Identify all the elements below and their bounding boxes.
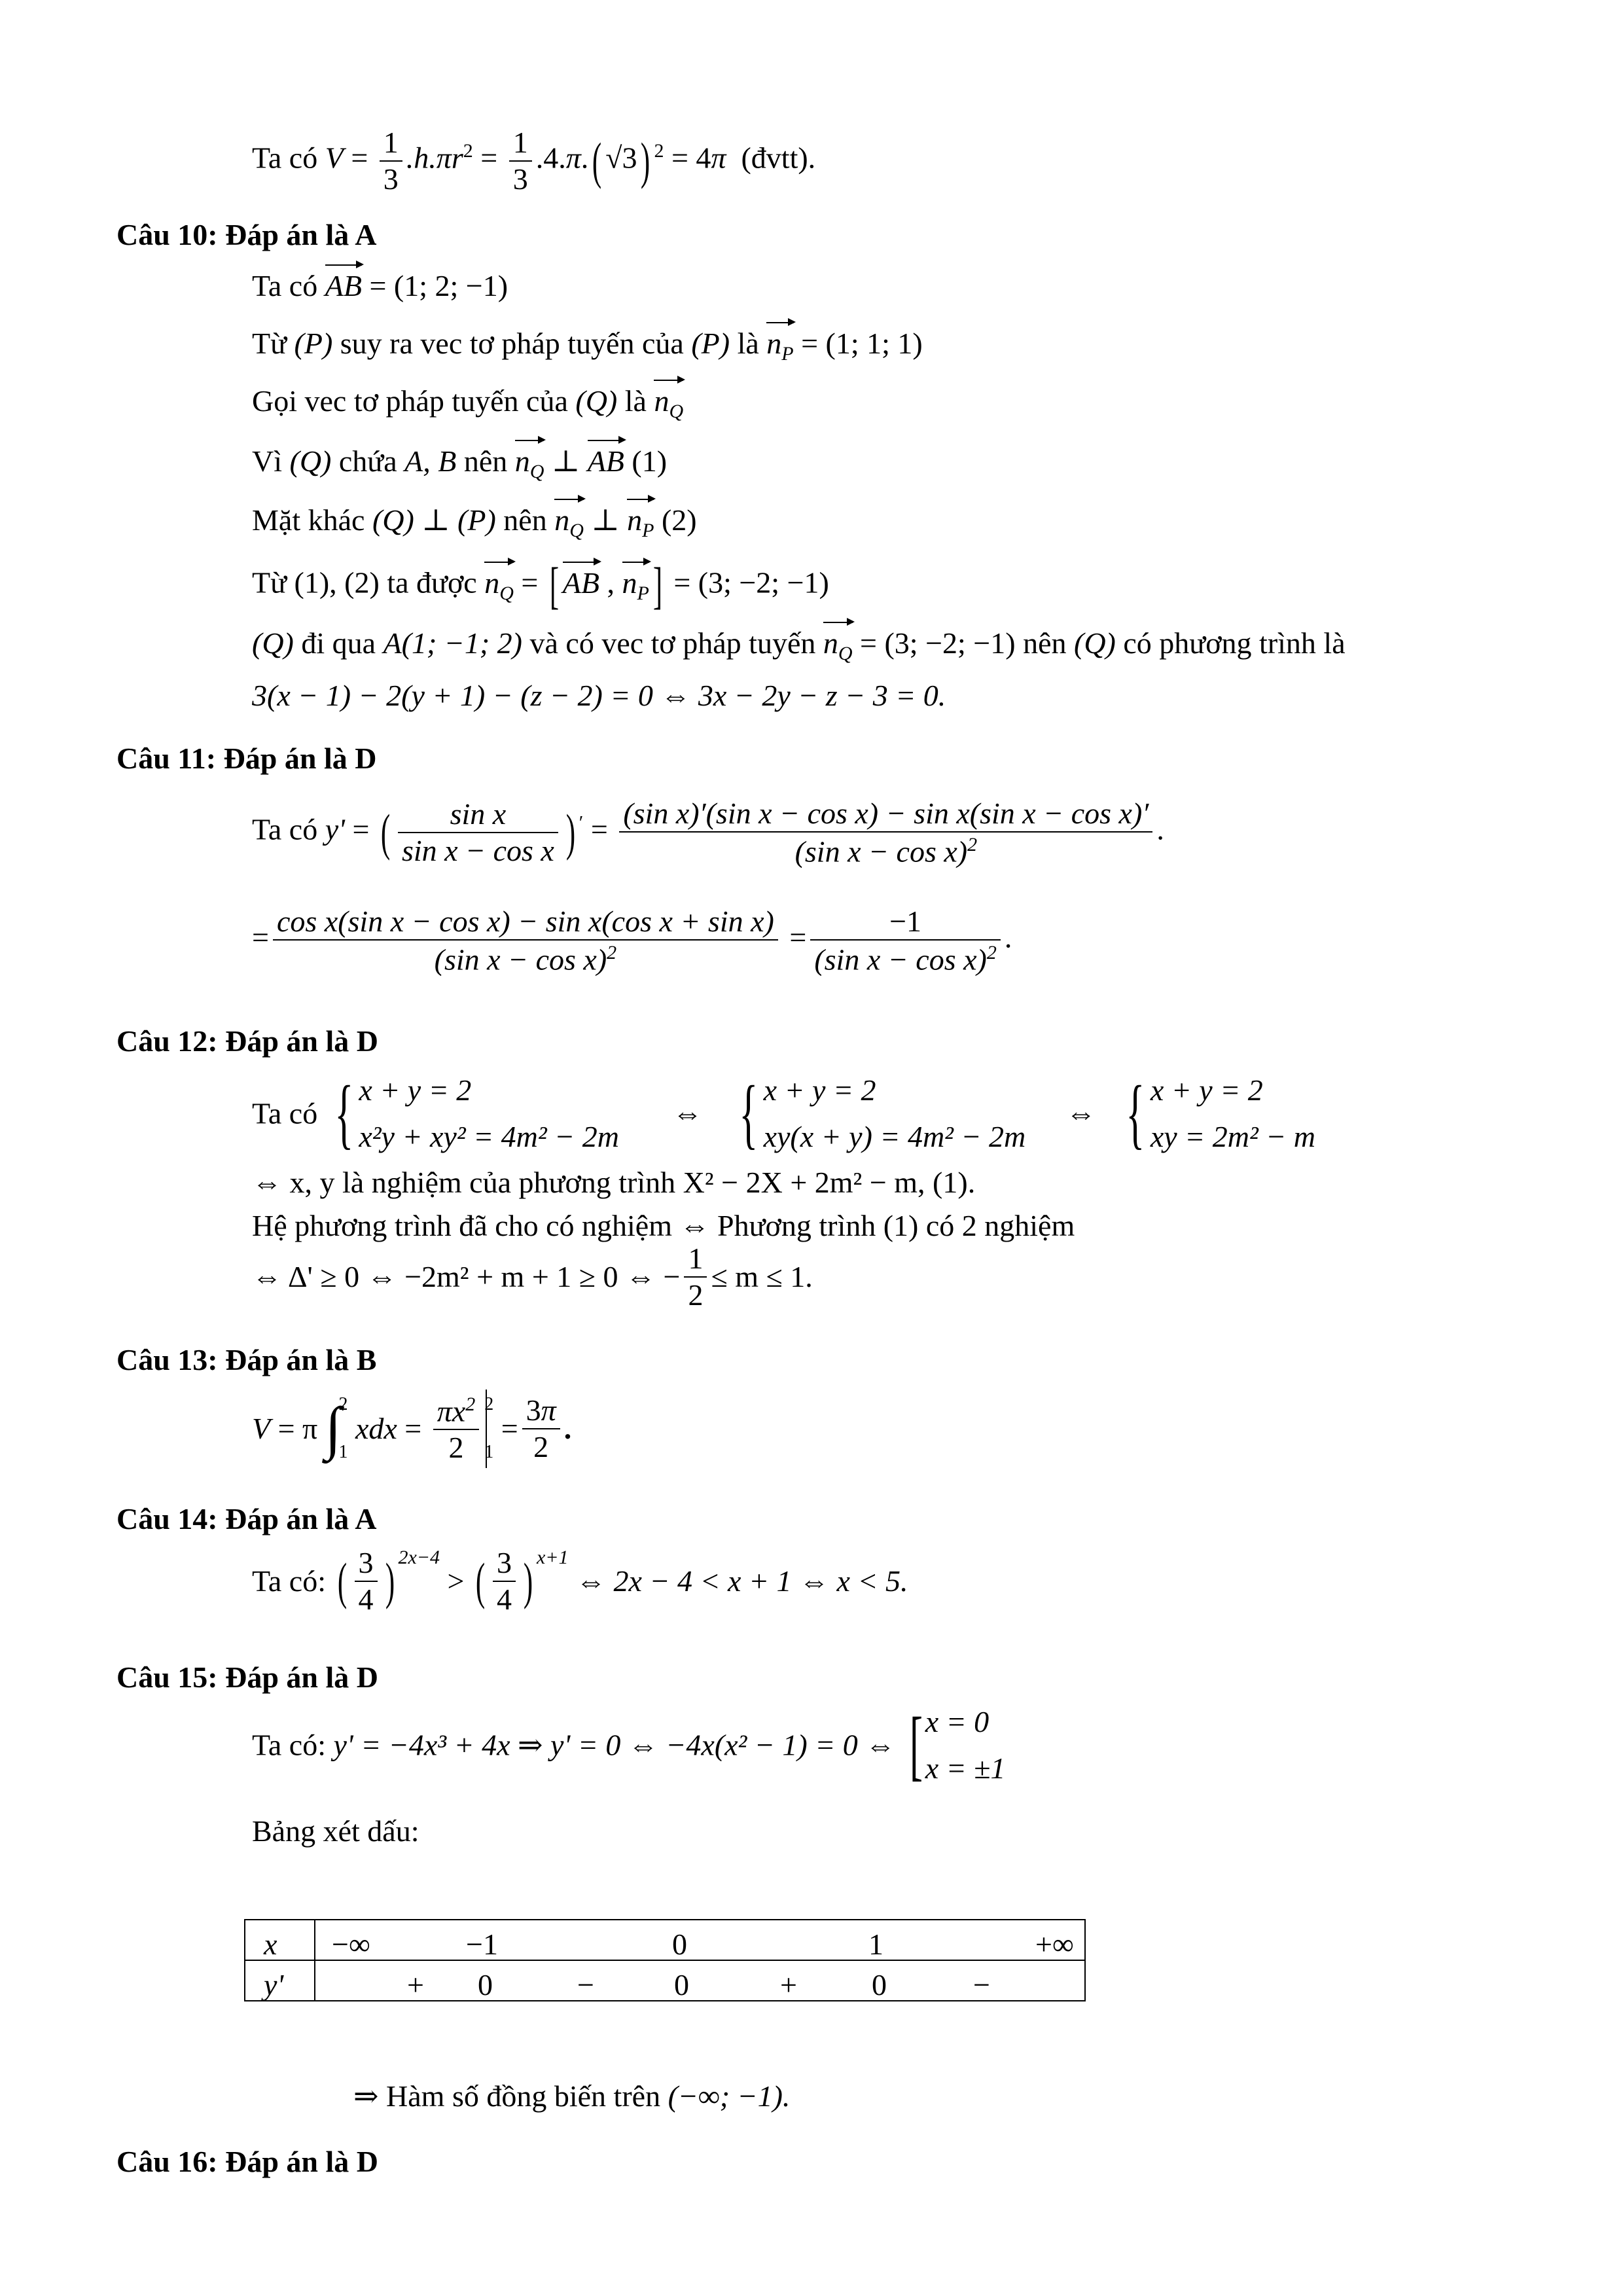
q14-line-1: Ta có: ( $\frac{3}{4}$ ) $^{2x-4}$ > ( $\frac{3}{4}$ ) $^{x+1}$ ⇔ 2x − 4 < x + 1 ⇔ x < 5. bbox=[252, 1546, 908, 1616]
sign-table bbox=[244, 1919, 1086, 2001]
q11-line-1: Ta có y' = ( $\frac{\text{sin x}}{\text{sin x − cos x}}$ ) ′ = $\frac{\text{(sin x)′(sin x − cos x) − sin x(sin x − cos x)′}}{(\sin x - \cos x)^2}$ . bbox=[252, 797, 1164, 869]
q10-line-6: Từ (1), (2) ta được $n_Q$ = [ AB , $n_P] = (3$; −2; −1) bbox=[252, 557, 829, 614]
q11-line-2: = $\frac{\text{cos x(sin x − cos x) − sin x(cos x + sin x)}}{(\sin x - \cos x)^2}$ = $\frac{-1}{(\sin x - \cos x)^2}$ . bbox=[252, 905, 1012, 977]
q10-line-4: Vì (Q) chứa A, B nên $n_Q$ ⊥ AB (1) bbox=[252, 440, 667, 482]
volume-line: Ta có V = $\frac{1}{3}$ $.h.\pi r^2$ = $\frac{1}{3}$ .4.π.( √3) $^2$ = 4π (đvtt). bbox=[252, 126, 816, 196]
heading-cau-12: Câu 12: Đáp án là D bbox=[116, 1024, 379, 1058]
sign-table-row-x: x −∞ −1 0 1 +∞ bbox=[245, 1920, 1085, 1960]
dvtt-text: (đvtt). bbox=[741, 141, 816, 175]
q10-line-1: Ta có AB = (1; 2; −1) bbox=[252, 264, 508, 301]
sign-table-row-y: y' + 0 − 0 + 0 − bbox=[245, 1960, 1085, 2001]
ta-co-text: Ta có bbox=[252, 141, 318, 175]
q10-line-8: 3(x − 1) − 2(y + 1) − (z − 2) = 0 ⇔ 3x − 2y − z − 3 = 0. bbox=[252, 679, 946, 712]
q12-line-3: Hệ phương trình đã cho có nghiệm ⇔ Phương trình (1) có 2 nghiệm bbox=[252, 1209, 1075, 1242]
q10-line-2: Từ (P) suy ra vec tơ pháp tuyến của (P) là $n_P = (1$; 1; 1) bbox=[252, 322, 923, 364]
q15-bang-xet-dau: Bảng xét dấu: bbox=[252, 1814, 419, 1848]
q13-line-1: V = π ∫ 2 1 xdx = $\frac{\pi x^2}{2}$ 2 1 = $\frac{3\pi}{2}$ . bbox=[252, 1381, 571, 1477]
q10-line-7: (Q) đi qua A(1; −1; 2) và có vec tơ pháp tuyến $n_Q = (3$; −2; −1) nên (Q) có phương trình là bbox=[252, 622, 1346, 664]
q12-line-2: ⇔ x, y là nghiệm của phương trình X² − 2X + 2m² − m, (1). bbox=[252, 1166, 976, 1199]
heading-cau-13: Câu 13: Đáp án là B bbox=[116, 1343, 377, 1376]
heading-cau-14: Câu 14: Đáp án là A bbox=[116, 1502, 377, 1535]
q15-line-1: Ta có: y' = −4x³ + 4x ⇒ y' = 0 ⇔ −4x(x² − 1) = 0 ⇔ [ x = 0 x = ±1 bbox=[252, 1701, 1006, 1789]
q12-system-line: Ta có { x + y = 2 x²y + xy² = 4m² − 2m ⇔ { x + y = 2 xy(x + y) = 4m² − 2m ⇔ { x + y = 2 xy = 2m² − m bbox=[252, 1069, 1315, 1157]
heading-cau-15: Câu 15: Đáp án là D bbox=[116, 1660, 379, 1694]
q10-line-5: Mặt khác (Q) ⊥ (P) nên $n_Q$ ⊥ $n_P$ (2) bbox=[252, 499, 697, 541]
q10-line-3: Gọi vec tơ pháp tuyến của (Q) là $n_Q$ bbox=[252, 380, 683, 422]
heading-cau-11: Câu 11: Đáp án là D bbox=[116, 742, 377, 775]
q12-line-4: ⇔ Δ' ≥ 0 ⇔ −2m² + m + 1 ≥ 0 ⇔ − $\frac{1}{2}$ ≤ m ≤ 1. bbox=[252, 1242, 813, 1312]
heading-cau-16: Câu 16: Đáp án là D bbox=[116, 2145, 379, 2178]
q15-conclusion: ⇒ Hàm số đồng biến trên (−∞; −1). bbox=[353, 2079, 791, 2113]
heading-cau-10: Câu 10: Đáp án là A bbox=[116, 218, 377, 251]
